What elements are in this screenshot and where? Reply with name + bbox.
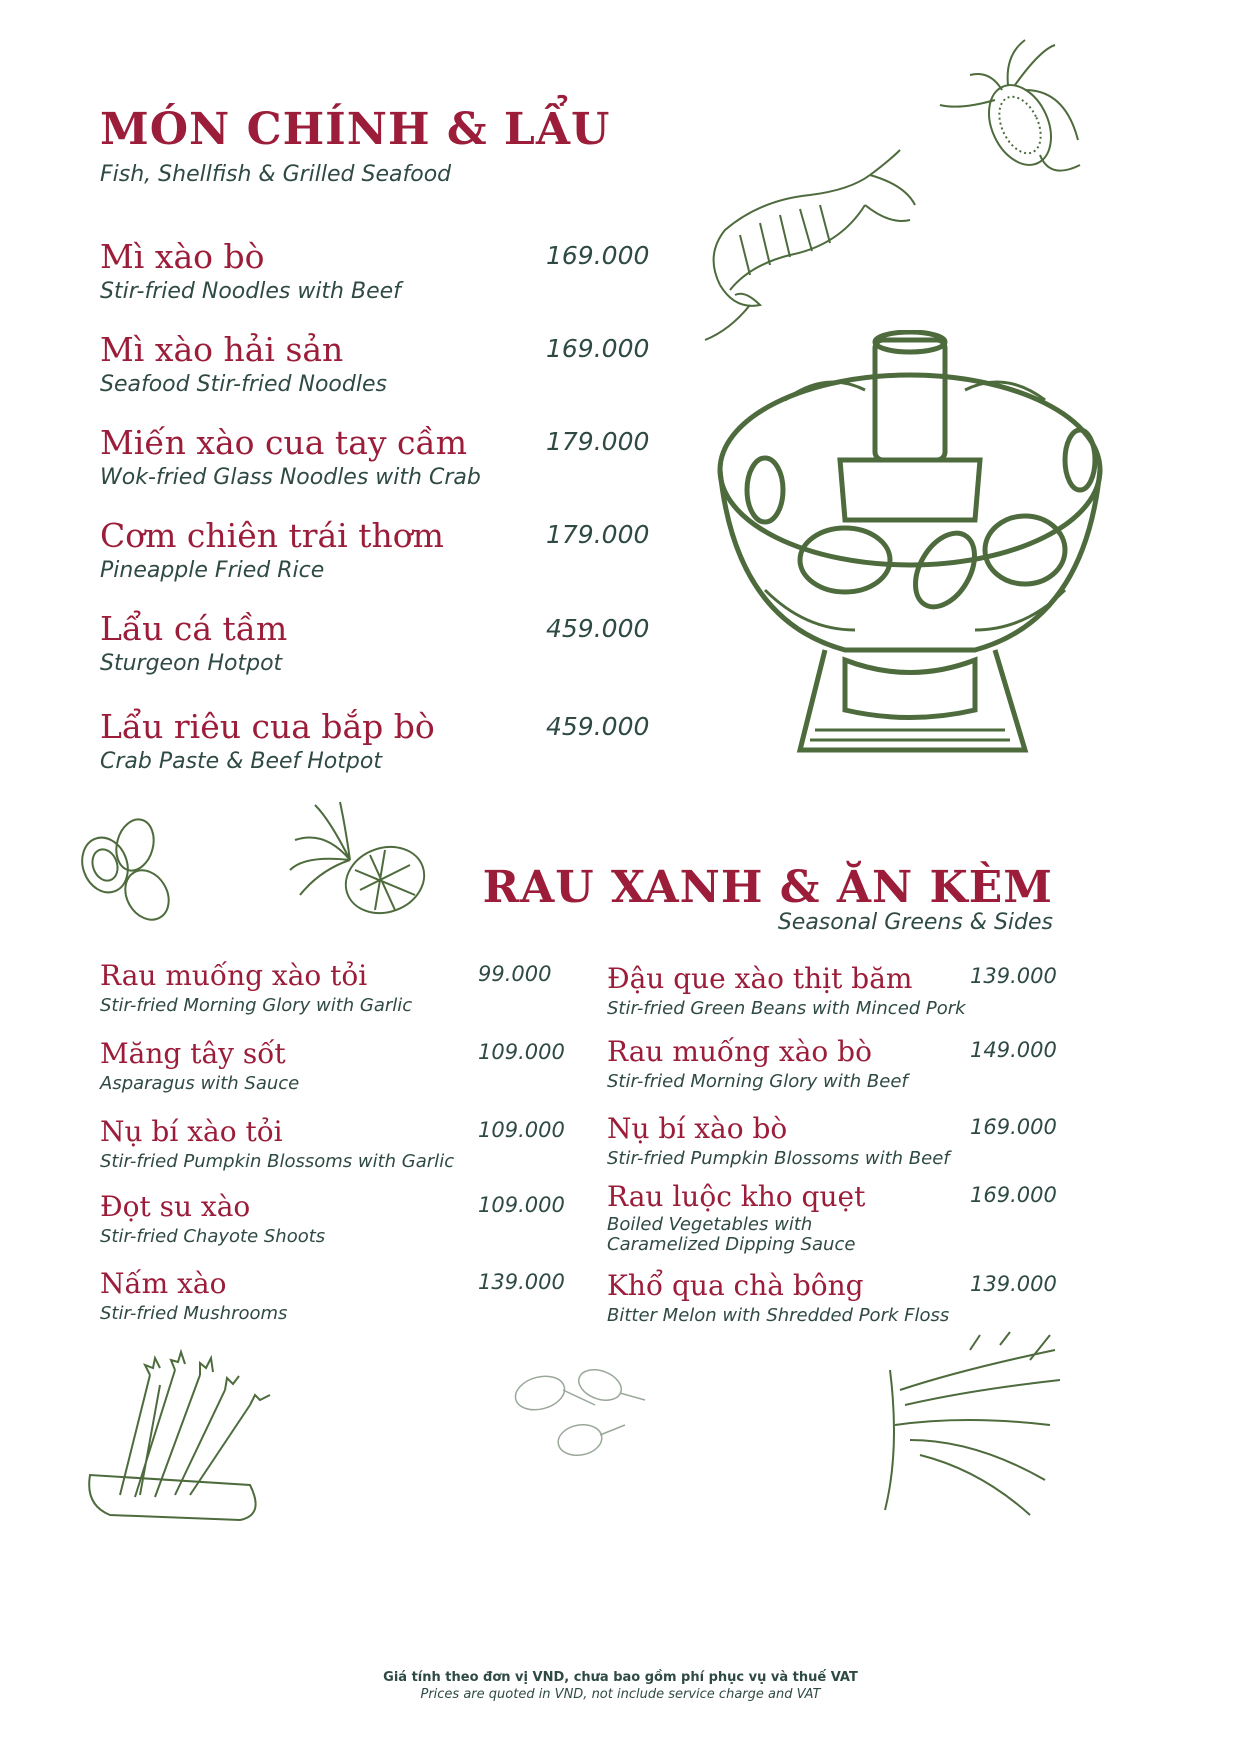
section-subtitle-main-dishes: Fish, Shellfish & Grilled Seafood <box>100 162 452 187</box>
dish-name-en: Seafood Stir-fried Noodles <box>100 372 387 397</box>
dish-price: 179.000 <box>546 520 650 549</box>
dish-name-vn: Khổ qua chà bông <box>607 1269 864 1302</box>
herb-leaves-icon <box>505 1365 650 1465</box>
green-beans-icon <box>880 1330 1065 1525</box>
dish-price: 99.000 <box>478 962 552 986</box>
menu-item <box>607 1268 949 1328</box>
menu-item <box>607 1034 908 1094</box>
section-title-main-dishes: MÓN CHÍNH & LẨU <box>100 104 611 155</box>
dish-name-vn: Mì xào bò <box>100 237 265 276</box>
menu-item <box>100 609 287 679</box>
dish-name-vn: Rau muống xào tỏi <box>100 959 368 992</box>
dish-name-en: Stir-fried Morning Glory with Beef <box>607 1071 908 1092</box>
menu-item <box>100 1266 287 1326</box>
dish-name-vn: Miến xào cua tay cầm <box>100 423 467 462</box>
dish-name-en: Stir-fried Noodles with Beef <box>100 279 401 304</box>
menu-item <box>100 330 387 400</box>
dish-price: 169.000 <box>546 334 650 363</box>
dish-price: 459.000 <box>546 614 650 643</box>
menu-item <box>100 516 444 586</box>
dish-name-en: Pineapple Fried Rice <box>100 558 325 583</box>
dish-name-vn: Lẩu cá tầm <box>100 609 288 648</box>
menu-item <box>100 1189 325 1249</box>
dish-name-vn: Rau luộc kho quẹt <box>607 1180 866 1213</box>
dish-name-en: Stir-fried Green Beans with Minced Pork <box>607 998 966 1019</box>
menu-item <box>607 1179 865 1255</box>
dish-name-vn: Cơm chiên trái thơm <box>100 516 444 555</box>
dish-name-vn: Rau muống xào bò <box>607 1035 872 1068</box>
dish-price: 109.000 <box>478 1193 565 1217</box>
section-subtitle-greens-sides: Seasonal Greens & Sides <box>777 910 1053 935</box>
dish-name-vn: Măng tây sốt <box>100 1037 286 1070</box>
dish-price: 109.000 <box>478 1118 565 1142</box>
dish-name-en: Boiled Vegetables with <box>607 1214 813 1235</box>
dish-name-vn: Nụ bí xào tỏi <box>100 1115 283 1148</box>
dish-name-en: Bitter Melon with Shredded Pork Floss <box>607 1305 950 1326</box>
dish-name-vn: Đọt su xào <box>100 1190 251 1223</box>
shrimp-icon <box>690 145 920 350</box>
menu-item <box>100 707 435 777</box>
dish-name-vn: Nấm xào <box>100 1267 227 1300</box>
dish-name-en: Sturgeon Hotpot <box>100 651 283 676</box>
dish-price: 109.000 <box>478 1040 565 1064</box>
dish-name-vn: Nụ bí xào bò <box>607 1112 788 1145</box>
section-title-greens-sides: RAU XANH & ĂN KÈM <box>482 862 1053 913</box>
dish-name-en-line2: Caramelized Dipping Sauce <box>607 1234 856 1255</box>
dish-price: 179.000 <box>546 427 650 456</box>
dish-name-vn: Đậu que xào thịt băm <box>607 962 913 995</box>
menu-item <box>100 423 481 493</box>
footer-note <box>0 1670 1241 1702</box>
menu-item <box>100 237 401 307</box>
dish-price: 169.000 <box>546 241 650 270</box>
menu-item <box>100 1114 454 1174</box>
mussels-icon <box>75 810 180 925</box>
menu-item <box>607 1111 950 1171</box>
dish-name-vn: Lẩu riêu cua bắp bò <box>100 707 435 746</box>
dish-price: 139.000 <box>478 1270 565 1294</box>
dish-price: 139.000 <box>970 1272 1057 1296</box>
dish-name-en: Crab Paste & Beef Hotpot <box>100 749 382 774</box>
hotpot-icon <box>705 330 1115 780</box>
menu-item <box>100 958 412 1018</box>
menu-item <box>607 961 966 1021</box>
dish-price: 149.000 <box>970 1038 1057 1062</box>
dish-name-en: Stir-fried Chayote Shoots <box>100 1226 326 1247</box>
dish-name-en: Stir-fried Pumpkin Blossoms with Beef <box>607 1148 950 1169</box>
dish-name-en: Stir-fried Mushrooms <box>100 1303 288 1324</box>
footer-note-vn: Giá tính theo đơn vị VND, chưa bao gồm phí phục vụ và thuế VAT <box>383 1670 858 1685</box>
dish-price: 459.000 <box>546 712 650 741</box>
dish-price: 139.000 <box>970 964 1057 988</box>
pineapple-icon <box>285 800 435 925</box>
squid-icon <box>930 30 1090 195</box>
dish-name-en: Wok-fried Glass Noodles with Crab <box>100 465 481 490</box>
footer-note-en: Prices are quoted in VND, not include service charge and VAT <box>420 1687 821 1702</box>
dish-price: 169.000 <box>970 1183 1057 1207</box>
menu-item <box>100 1036 299 1096</box>
dish-name-vn: Mì xào hải sản <box>100 330 344 369</box>
dish-name-en: Asparagus with Sauce <box>100 1073 300 1094</box>
asparagus-icon <box>80 1345 280 1525</box>
dish-name-en: Stir-fried Pumpkin Blossoms with Garlic <box>100 1151 455 1172</box>
dish-price: 169.000 <box>970 1115 1057 1139</box>
dish-name-en: Stir-fried Morning Glory with Garlic <box>100 995 413 1016</box>
